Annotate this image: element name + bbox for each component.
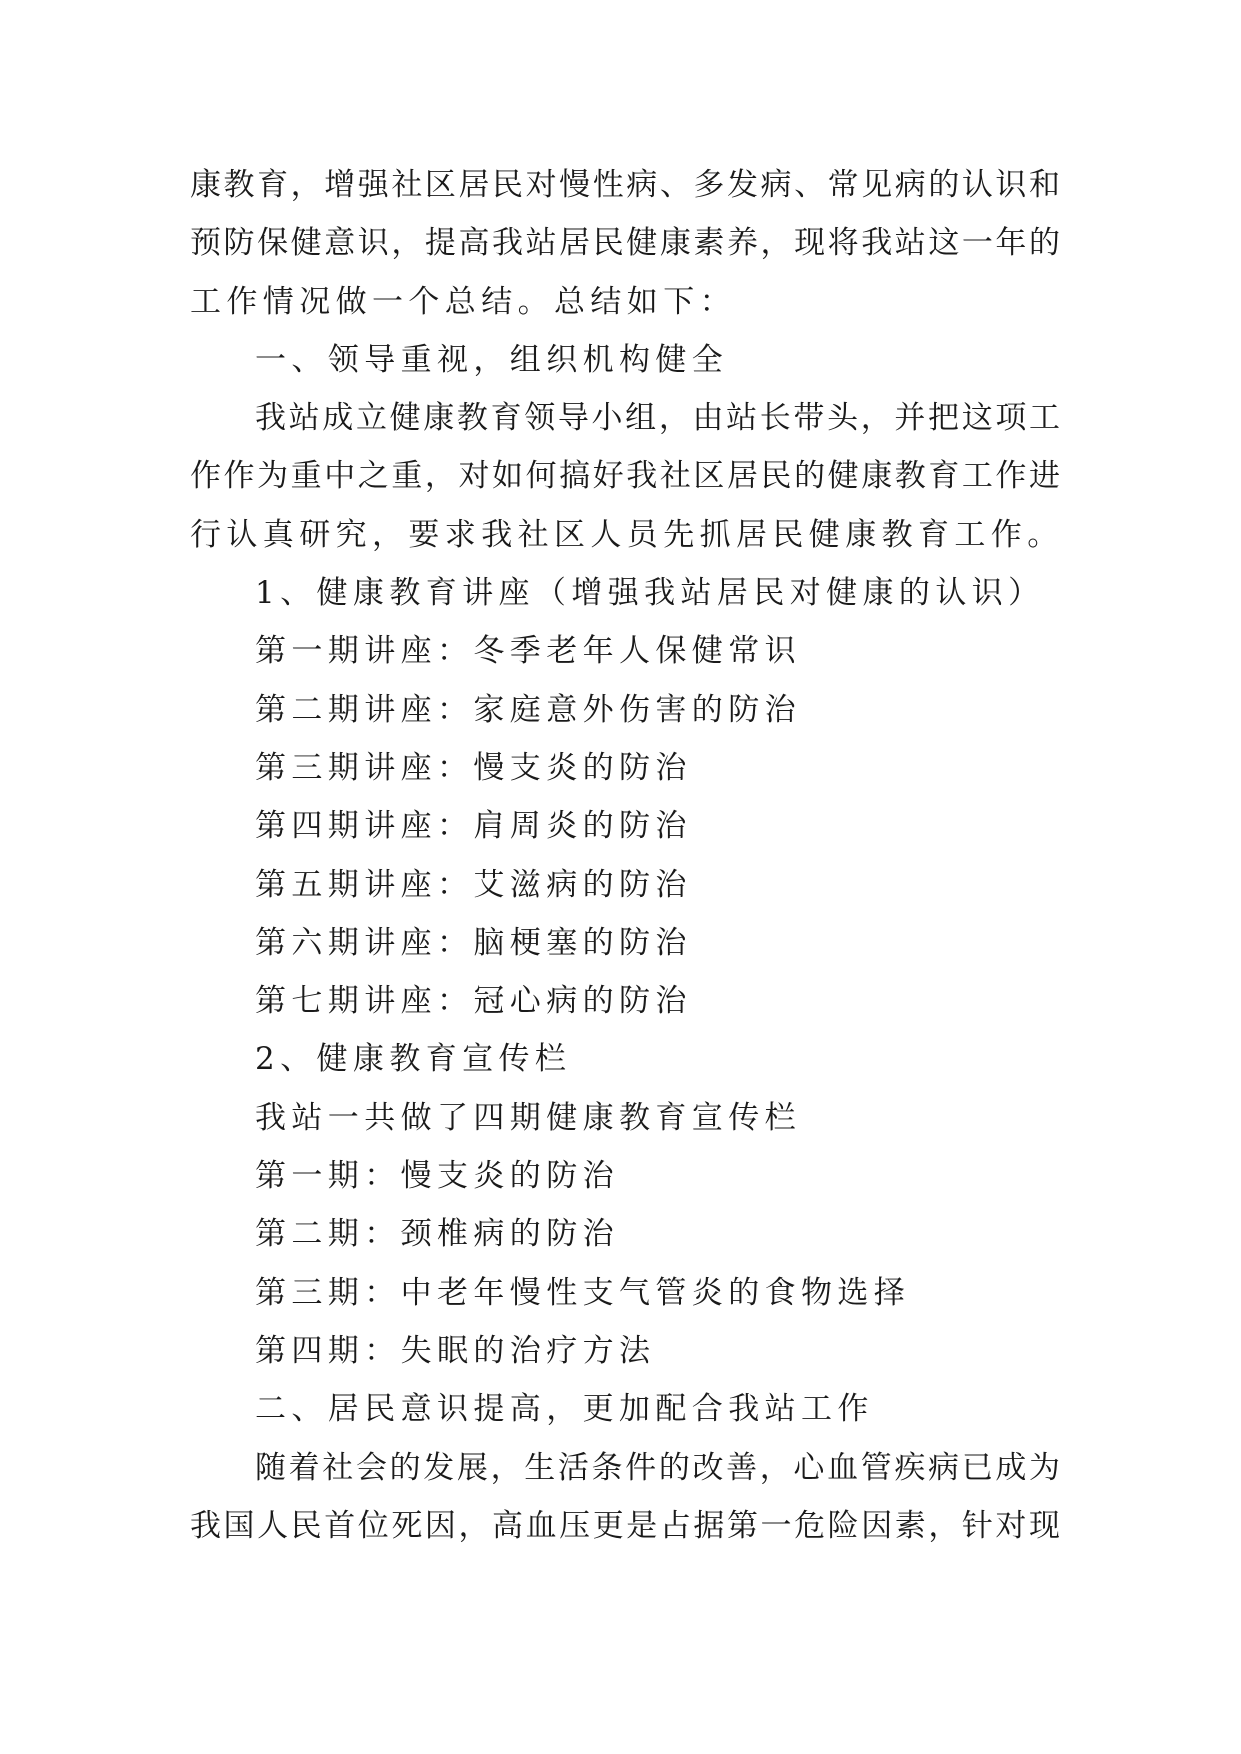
list-item: 第二期：颈椎病的防治 [255, 1216, 619, 1253]
list-item: 第四期：失眠的治疗方法 [255, 1332, 656, 1369]
paragraph-line: 我国人民首位死因，高血压更是占据第一危险因素，针对现 [190, 1507, 1060, 1544]
subsection-heading: 2、健康教育宣传栏 [255, 1041, 572, 1078]
subsection-heading: 1、健康教育讲座（增强我站居民对健康的认识） [255, 575, 1045, 612]
paragraph-line: 随着社会的发展，生活条件的改善，心血管疾病已成为 [255, 1449, 1060, 1486]
list-item: 第一期讲座：冬季老年人保健常识 [255, 633, 801, 670]
paragraph-line: 作作为重中之重，对如何搞好我社区居民的健康教育工作进 [190, 458, 1060, 495]
document-body [190, 156, 1064, 1555]
list-item: 第三期：中老年慢性支气管炎的食物选择 [255, 1274, 911, 1311]
paragraph-line: 我站成立健康教育领导小组，由站长带头，并把这项工 [255, 400, 1060, 437]
list-item: 第三期讲座：慢支炎的防治 [255, 749, 692, 786]
paragraph-line: 行认真研究，要求我社区人员先抓居民健康教育工作。 [190, 516, 1064, 553]
paragraph-line: 预防保健意识，提高我站居民健康素养，现将我站这一年的 [190, 225, 1060, 262]
list-item: 第五期讲座：艾滋病的防治 [255, 866, 692, 903]
list-item: 第一期：慢支炎的防治 [255, 1158, 619, 1195]
paragraph-line: 我站一共做了四期健康教育宣传栏 [255, 1099, 801, 1136]
paragraph-line: 康教育，增强社区居民对慢性病、多发病、常见病的认识和 [190, 167, 1060, 203]
section-heading: 二、居民意识提高，更加配合我站工作 [255, 1391, 874, 1428]
list-item: 第二期讲座：家庭意外伤害的防治 [255, 691, 801, 728]
list-item: 第六期讲座：脑梗塞的防治 [255, 924, 692, 961]
list-item: 第七期讲座：冠心病的防治 [255, 983, 692, 1020]
list-item: 第四期讲座：肩周炎的防治 [255, 808, 692, 845]
paragraph-line: 工作情况做一个总结。总结如下： [190, 283, 736, 320]
section-heading: 一、领导重视，组织机构健全 [255, 341, 729, 378]
